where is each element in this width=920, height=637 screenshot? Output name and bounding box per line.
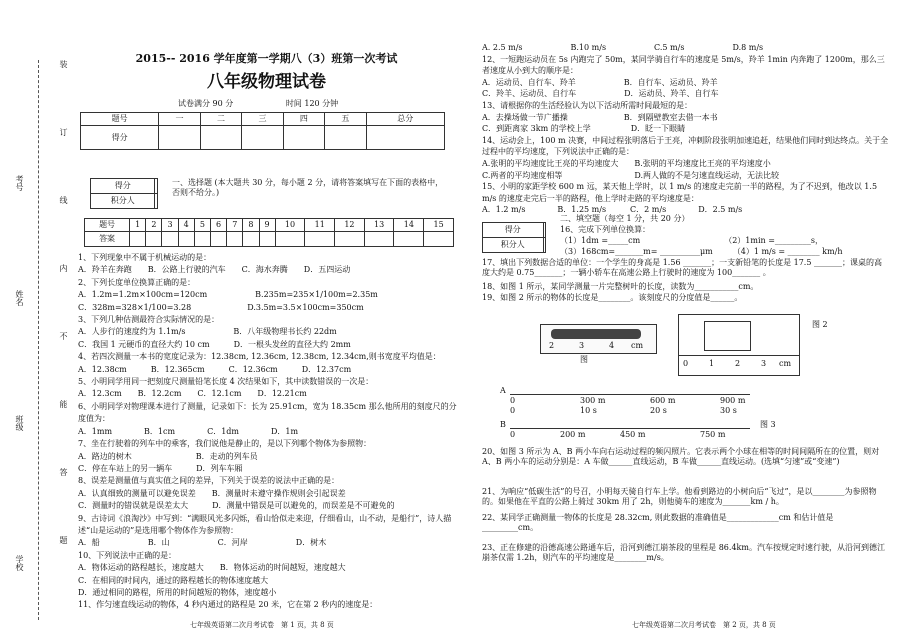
figure1-label: 图 [580,355,588,364]
field-school: 学校 [15,555,24,571]
score-box-label: 得分 [91,179,155,194]
question-line: A．1mm B．1cm C．1dm D．1m [78,426,299,436]
q16: 16、完成下列单位换算： [560,225,651,234]
score-row-label: 得分 [81,126,159,150]
score-box-cell[interactable] [155,179,158,194]
question-line: C．羚羊、运动员、自行车 D．运动员、羚羊、自行车 [482,89,719,99]
exam-title: 八年级物理试卷 [207,71,326,92]
full-score: 试卷满分 90 分 [178,99,234,108]
question-line: A．12.38cm B．12.365cm C．12.36cm D．12.37cm [78,364,352,374]
answer-cell[interactable] [305,232,335,247]
question-line: 3、下列几种估测最符合实际情况的是： [78,315,220,325]
trackB-label: 450 m [620,430,646,439]
question-line: A．路边的树木 B．走动的列车员 [78,451,258,461]
question-line: 15、小明的家距学校 600 m 远，某天他上学时，以 1 m/s 的速度走完前一半的路程，为了不迟到，他改以 1.5 m/s 的速度走完后一半的路程，他上学时走路的平均速度是： [482,182,878,203]
answer-cell[interactable] [364,232,394,247]
question-line: C．328m=328×1/100=3.28 D.3.5m=3.5×100cm=350cm [78,302,364,312]
binding-margin [0,0,75,637]
answer-header: 4 [178,219,194,232]
track-letter: B [500,420,506,429]
answer-cell[interactable] [259,232,275,247]
score-cell[interactable] [200,126,241,150]
trackA-time: 20 s [650,406,667,415]
question-line: 10、下列说法中正确的是： [78,550,177,560]
trackA-label: 0 [510,396,516,405]
answer-header: 6 [210,219,226,232]
ruler-tick: cm [779,359,792,368]
section1-title: 一、选择题 (本大题共 30 分，每小题 2 分，请将答案填写在下面的表格中，否则不给分。) [172,178,444,197]
answer-cell[interactable] [394,232,424,247]
right-questions [482,42,890,216]
answer-cell[interactable] [178,232,194,247]
question-line: A．1.2m=1.2m×100cm=120cm B.235m=235×1/100m=2.35m [78,290,378,300]
object-block [704,321,751,351]
answer-header: 题号 [85,219,130,232]
q17: 17、填出下列数据合适的单位：一个学生的身高是 1.56 _______；一支新铅笔的长度是 17.5 _______；课桌的高度大约是 0.75_______；一辆小轿车在高速公路上行驶时的速度为 100_______ 。 [482,258,882,277]
answer-cell[interactable] [210,232,226,247]
ruler-tick: cm [631,341,644,350]
trackA-label: 300 m [580,396,606,405]
left-questions [78,252,458,612]
ruler-edge [679,355,799,356]
figure3-label: 图 3 [760,420,776,429]
answer-header: 11 [305,219,335,232]
score-header: 二 [200,113,241,126]
ruler-tick: 3 [761,359,767,368]
field-class: 班级 [15,415,24,431]
exam-meta [178,99,455,109]
score-box-cell[interactable] [155,194,158,209]
question-line: D．通过相同的路程，所用的时间越短的物体，速度越小 [78,587,277,597]
question-line: C.两者的平均速度相等 D.两人做的不是匀速直线运动，无法比较 [482,170,780,180]
answer-cell[interactable] [227,232,243,247]
question-line: C．在相同的时间内，通过的路程越长的物体速度越大 [78,575,269,585]
answer-cell[interactable] [335,232,365,247]
exam-header: 2015-- 2016 学年度第一学期八（3）班第一次考试 [135,52,398,65]
question-line: 8、误差是测量值与真实值之间的差异，下列关于误差的说法中正确的是： [78,476,340,486]
section1-score-box [90,178,158,209]
answer-cell[interactable] [243,232,259,247]
answer-header: 12 [335,219,365,232]
question-line: A. 2.5 m/s B.10 m/s C.5 m/s D.8 m/s [482,43,764,52]
answer-cell[interactable] [424,232,454,247]
question-line: C．测量时的错误就是误差太大 D．测量中错误是可以避免的，而误差是不可避免的 [78,501,395,511]
trackA-time: 10 s [580,406,597,415]
question-line: A．去操场做一节广播操 B．到隔壁教室去借一本书 [482,112,718,122]
ruler-tick: 2 [549,341,555,350]
question-line: 9、古诗词《浪淘沙》中写到：“满眼风光多闪烁，看山恰似走来迎，仔细看山，山不动，是船行”，诗人描述“山是运动的”是选用哪个物体作为参照物： [78,513,452,535]
q16a: （1）1dm =_____cm （2）1min =_________s， [560,236,824,245]
answer-cell[interactable] [194,232,210,247]
ruler-tick: 1 [709,359,715,368]
track-letter: A [500,386,506,395]
q16b: （3）168cm=_______m= __________μm （4）1 m/s = ________ km/h [560,247,843,256]
binding-char: 答 [59,468,68,476]
answer-cell[interactable] [162,232,178,247]
figure1-ruler [540,324,657,354]
question-line: A．认真细致的测量可以避免误差 B．测量时未遵守操作规则会引起误差 [78,488,346,498]
score-header: 题号 [81,113,159,126]
score-header: 四 [283,113,324,126]
question-line: A．1.2 m/s B．1.25 m/s C．2 m/s D．2.5 m/s [482,205,743,215]
binding-char: 能 [59,400,68,408]
figure2 [678,314,800,376]
score-cell[interactable] [242,126,283,150]
binding-char: 内 [59,264,68,272]
question-line: 2、下列长度单位换算正确的是： [78,277,196,287]
binding-char: 线 [59,196,68,204]
field-name: 姓名 [15,290,24,306]
binding-char: 订 [59,128,68,136]
leaf-shape [551,329,641,339]
section2-title: 二、填空题（每空 1 分，共 20 分） [560,214,690,223]
trackB-label: 0 [510,430,516,439]
question-line: A．人步行的速度约为 1.1m/s B．八年级物理书长约 22dm [78,327,337,337]
q22: 22、某同学正确测量一物体的长度是 28.32cm, 则此数据的准确值是_____________cm 和估计值是_________cm。 [482,513,834,532]
trackA-label: 900 m [720,396,746,405]
score-box-label: 积分人 [91,194,155,209]
question-line: C．停在车站上的另一辆车 D．列车车厢 [78,463,243,473]
question-line: 6、小明同学对物理课本进行了测量，记录如下：长为 25.91cm，宽为 18.35cm 那么他所用的刻度尺的分度值为： [78,401,457,424]
answer-header: 7 [227,219,243,232]
trackA-label: 600 m [650,396,676,405]
question-line: 13、请根据你的生活经验认为以下活动所需时间最短的是： [482,100,693,110]
answer-row-label: 答案 [85,232,130,247]
q21: 21、为响应“低碳生活”的号召，小明每天骑自行车上学。他看到路边的小树向后“飞过”，是以________为参照物的。如果他在平直的公路上骑过 30km 用了 2h，则他骑车的速度为_______km / h。 [482,487,877,506]
binding-char: 装 [59,60,68,68]
trackB-label: 200 m [560,430,586,439]
score-box-label: 得分 [483,223,544,238]
score-cell[interactable] [159,126,200,150]
binding-dashed-line [38,60,40,620]
answer-cell[interactable] [130,232,146,247]
question-line: 7、坐在行驶着的列车中的乘客，我们说他是静止的，是以下列哪个物体为参照物： [78,439,372,449]
exam-time: 时间 120 分钟 [285,99,339,108]
q23: 23、正在修建的沿德高速公路通车后，沿河到德江崩茶段的里程是 86.4km。汽车按规定时速行驶，从沿河到德江崩茶仅需 1.2h，则汽车的平均速度是________m/s。 [482,543,885,562]
answer-header: 9 [259,219,275,232]
q20: 20、如图 3 所示为 A、B 两小车向右运动过程的频闪照片。它表示两个小球在相等的时间间隔所在的位置，则对 A、B 两小车的运动分别是：A 车做______直线运动，B 车做______直线运动。(选填“匀速”或“变速”) [482,447,880,466]
score-header: 总分 [366,113,444,126]
answer-cell[interactable] [146,232,162,247]
question-line: A．物体运动的路程越长，速度越大 B．物体运动的时间越短，速度越大 [78,563,346,573]
q18: 18、如图 1 所示，某同学测量一片完整树叶的长度，读数为___________cm。 [482,282,759,291]
score-box-label: 积分人 [483,238,544,253]
question-line: 11、作匀速直线运动的物体，4 秒内通过的路程是 20 米，它在第 2 秒内的速度是： [78,600,378,610]
footer-right: 七年级英语第二次月考试卷 第 2 页，共 8 页 [632,621,776,629]
trackB-label: 750 m [700,430,726,439]
field-exam-number: 考号 [15,175,24,191]
trackA-time: 30 s [720,406,737,415]
score-cell[interactable] [283,126,324,150]
figure2-label: 图 2 [812,320,828,329]
question-line: C．我国 1 元硬币的直径大约 10 cm D．一根头发丝的直径大约 2mm [78,339,351,349]
score-cell[interactable] [366,126,444,150]
trackA-line [510,394,750,395]
answer-header: 15 [424,219,454,232]
score-header: 五 [325,113,366,126]
question-line: C．到距离家 3km 的学校上学 D．眨一下眼睛 [482,124,686,134]
question-line: A．船 B．山 C．河岸 D．树木 [78,538,327,548]
question-line: A．运动员、自行车、羚羊 B．自行车、运动员、羚羊 [482,77,718,87]
question-line: 1、下列现象中不属于机械运动的是： [78,253,212,262]
ruler-tick: 3 [579,341,585,350]
binding-char: 题 [59,536,68,544]
score-table [80,112,445,150]
answer-header: 2 [146,219,162,232]
binding-char: 不 [59,332,68,340]
question-line: A．羚羊在奔跑 B．公路上行驶的汽车 C．海水奔腾 D．五四运动 [78,265,351,275]
q19: 19、如图 2 所示的物体的长度是________。该刻度尺的分度值是______。 [482,293,743,302]
score-header: 一 [159,113,200,126]
question-line: 5、小明同学用同一把刻度尺测量铅笔长度 4 次结果如下，其中读数错误的一次是： [78,377,374,387]
score-box-cell[interactable] [543,223,545,238]
ruler-tick: 2 [735,359,741,368]
answer-cell[interactable] [275,232,305,247]
section2-score-box [482,222,546,253]
trackB-line [510,428,750,429]
answer-header: 14 [394,219,424,232]
ruler-tick: 0 [683,359,689,368]
answer-header: 8 [243,219,259,232]
question-line: A.张明的平均速度比王亮的平均速度大 B.张明的平均速度比王亮的平均速度小 [482,158,771,168]
left-page [78,40,455,150]
score-cell[interactable] [325,126,366,150]
question-line: 4、若四次测量一本书的宽度记录为：12.38cm, 12.36cm, 12.38cm, 12.34cm,则书宽度平均值是： [78,352,441,362]
figure3 [500,382,750,442]
answer-table [84,218,454,247]
question-line: 14、运动会上，100 m 决赛，中间过程张明落后于王亮，冲刺阶段张明加速追赶，结果他们同时到达终点。关于全过程中的平均速度，下列说法中正确的是： [482,135,889,157]
question-line: 12、一短跑运动员在 5s 内跑完了 50m，某同学骑自行车的速度是 5m/s，羚羊 1min 内奔跑了 1200m，那么三者速度从小到大的顺序是： [482,54,885,76]
trackA-time: 0 [510,406,516,415]
question-line: A．12.3cm B．12.2cm C．12.1cm D．12.21cm [78,389,307,399]
footer-left: 七年级英语第二次月考试卷 第 1 页，共 8 页 [190,621,334,629]
answer-header: 10 [275,219,305,232]
answer-header: 3 [162,219,178,232]
answer-header: 13 [364,219,394,232]
score-header: 三 [242,113,283,126]
score-box-cell[interactable] [543,238,545,253]
ruler-tick: 4 [609,341,615,350]
answer-header: 1 [130,219,146,232]
answer-header: 5 [194,219,210,232]
